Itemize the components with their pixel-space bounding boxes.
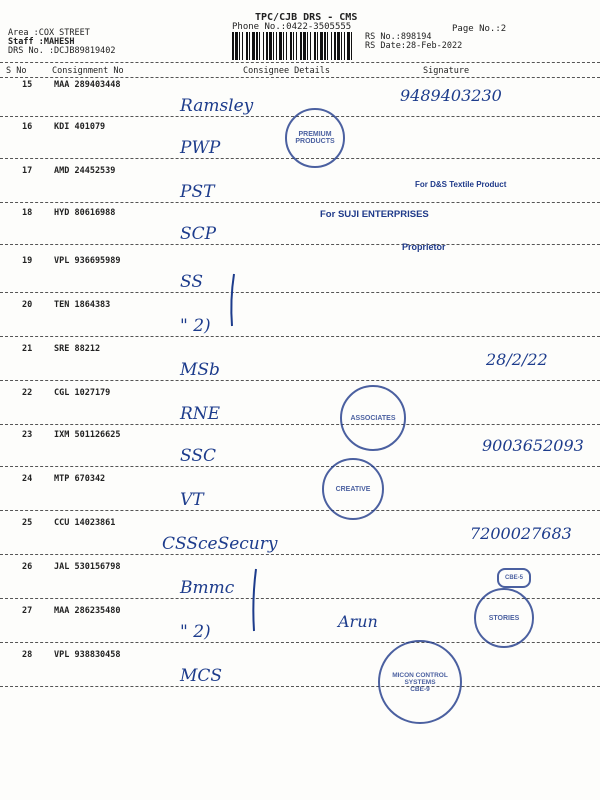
row-consignee: MCS bbox=[180, 666, 223, 686]
row-divider bbox=[0, 686, 600, 687]
barcode-bar bbox=[331, 32, 332, 60]
barcode-bar bbox=[317, 32, 318, 60]
barcode-bar bbox=[283, 32, 284, 60]
barcode-bar bbox=[266, 32, 268, 60]
stories-stamp: STORIES bbox=[474, 588, 534, 648]
row-consignee: MSb bbox=[180, 360, 220, 380]
micon-stamp-text: MICON CONTROL SYSTEMS bbox=[392, 671, 448, 686]
barcode-bar bbox=[263, 32, 264, 60]
header-divider-bottom bbox=[0, 77, 600, 78]
barcode-bar bbox=[235, 32, 238, 60]
row-sno: 17 bbox=[22, 166, 33, 176]
row-consignment: MAA 289403448 bbox=[54, 80, 121, 90]
row-sno: 28 bbox=[22, 650, 33, 660]
barcode-bar bbox=[347, 32, 350, 60]
barcode-bar bbox=[293, 32, 294, 60]
associates-stamp: ASSOCIATES bbox=[340, 385, 406, 451]
micon-stamp bbox=[378, 640, 462, 724]
barcode-bar bbox=[314, 32, 316, 60]
rs-number: RS No.:898194 bbox=[365, 32, 432, 42]
bracket-stroke-2 bbox=[238, 565, 268, 635]
barcode-bar bbox=[249, 32, 250, 60]
phone-number: Phone No.:0422-3505555 bbox=[232, 22, 352, 32]
barcode-bar bbox=[259, 32, 260, 60]
barcode-bar bbox=[324, 32, 326, 60]
barcode-bar bbox=[286, 32, 287, 60]
row-signature: 9003652093 bbox=[482, 436, 584, 455]
row-consignee: " 2) bbox=[180, 622, 211, 642]
report-title: TPC/CJB DRS - CMS bbox=[255, 12, 358, 23]
barcode-bar bbox=[290, 32, 292, 60]
barcode-bar bbox=[300, 32, 302, 60]
barcode-bar bbox=[310, 32, 311, 60]
row-divider bbox=[0, 510, 600, 511]
row-consignee: Ramsley bbox=[180, 96, 254, 116]
drs-number: DRS No. :DCJB89819402 bbox=[8, 46, 116, 56]
row-divider bbox=[0, 292, 600, 293]
barcode bbox=[230, 32, 358, 60]
column-sno: S No bbox=[6, 66, 27, 76]
row-signature: 7200027683 bbox=[470, 524, 572, 543]
row-consignment: AMD 24452539 bbox=[54, 166, 116, 176]
row-divider bbox=[0, 244, 600, 245]
row-signature: Arun bbox=[338, 612, 378, 631]
row-consignment: HYD 80616988 bbox=[54, 208, 116, 218]
row-sno: 22 bbox=[22, 388, 33, 398]
row-consignee: SSC bbox=[180, 446, 217, 466]
textile-stamp: For D&S Textile Product bbox=[415, 180, 507, 189]
row-consignee: " 2) bbox=[180, 316, 211, 336]
barcode-bar bbox=[337, 32, 340, 60]
row-consignee: SS bbox=[180, 272, 203, 292]
row-sno: 20 bbox=[22, 300, 33, 310]
barcode-bar bbox=[246, 32, 248, 60]
staff-field: Staff :MAHESH bbox=[8, 37, 75, 47]
row-consignment: JAL 530156798 bbox=[54, 562, 121, 572]
row-consignment: VPL 938830458 bbox=[54, 650, 121, 660]
row-consignment: CGL 1027179 bbox=[54, 388, 111, 398]
row-sno: 23 bbox=[22, 430, 33, 440]
premium-stamp: PREMIUM PRODUCTS bbox=[285, 108, 345, 168]
row-divider bbox=[0, 424, 600, 425]
column-signature: Signature bbox=[423, 66, 470, 76]
area-field: Area :COX STREET bbox=[8, 28, 90, 38]
row-divider bbox=[0, 336, 600, 337]
barcode-bar bbox=[242, 32, 243, 60]
row-sno: 27 bbox=[22, 606, 33, 616]
row-consignee: VT bbox=[180, 490, 204, 510]
row-consignee: PST bbox=[180, 182, 215, 202]
row-divider bbox=[0, 202, 600, 203]
row-sno: 25 bbox=[22, 518, 33, 528]
barcode-bar bbox=[327, 32, 328, 60]
barcode-bar bbox=[256, 32, 258, 60]
micon-stamp-cbe9: CBE-9 bbox=[410, 685, 430, 693]
row-consignee: Bmmc bbox=[180, 578, 235, 598]
row-consignee: SCP bbox=[180, 224, 217, 244]
row-consignee: PWP bbox=[180, 138, 221, 158]
header-divider bbox=[0, 62, 600, 63]
barcode-bar bbox=[341, 32, 342, 60]
barcode-bar bbox=[334, 32, 336, 60]
row-sno: 24 bbox=[22, 474, 33, 484]
row-consignment: SRE 88212 bbox=[54, 344, 101, 354]
row-divider bbox=[0, 554, 600, 555]
column-consignment: Consignment No bbox=[52, 66, 124, 76]
barcode-bar bbox=[279, 32, 282, 60]
proprietor-label: Proprietor bbox=[402, 242, 446, 252]
barcode-bar bbox=[303, 32, 306, 60]
row-divider bbox=[0, 380, 600, 381]
row-consignment: IXM 501126625 bbox=[54, 430, 121, 440]
barcode-bar bbox=[344, 32, 345, 60]
row-consignee: RNE bbox=[180, 404, 221, 424]
barcode-bar bbox=[307, 32, 308, 60]
column-consignee: Consignee Details bbox=[243, 66, 330, 76]
bracket-stroke-1 bbox=[220, 270, 250, 330]
row-sno: 19 bbox=[22, 256, 33, 266]
page-number: Page No.:2 bbox=[452, 24, 507, 34]
cbe-stamp: CBE-5 bbox=[497, 568, 531, 588]
row-sno: 16 bbox=[22, 122, 33, 132]
barcode-bar bbox=[232, 32, 234, 60]
row-signature: 28/2/22 bbox=[486, 350, 548, 369]
barcode-bar bbox=[252, 32, 255, 60]
row-sno: 21 bbox=[22, 344, 33, 354]
barcode-bar bbox=[320, 32, 323, 60]
barcode-bar bbox=[239, 32, 240, 60]
row-consignment: VPL 936695989 bbox=[54, 256, 121, 266]
barcode-bar bbox=[296, 32, 297, 60]
row-sno: 26 bbox=[22, 562, 33, 572]
row-consignment: KDI 401079 bbox=[54, 122, 106, 132]
creative-stamp: CREATIVE bbox=[322, 458, 384, 520]
row-consignment: MTP 670342 bbox=[54, 474, 106, 484]
barcode-bar bbox=[276, 32, 277, 60]
row-sno: 15 bbox=[22, 80, 33, 90]
row-signature: 9489403230 bbox=[400, 86, 502, 105]
barcode-bar bbox=[269, 32, 272, 60]
row-consignee: CSSceSecury bbox=[162, 534, 278, 554]
rs-date: RS Date:28-Feb-2022 bbox=[365, 41, 463, 51]
row-consignment: MAA 286235480 bbox=[54, 606, 121, 616]
row-divider bbox=[0, 466, 600, 467]
barcode-bar bbox=[351, 32, 352, 60]
row-consignment: CCU 14023861 bbox=[54, 518, 116, 528]
row-consignment: TEN 1864383 bbox=[54, 300, 111, 310]
barcode-bar bbox=[273, 32, 274, 60]
row-sno: 18 bbox=[22, 208, 33, 218]
suji-stamp: For SUJI ENTERPRISES bbox=[320, 209, 429, 220]
